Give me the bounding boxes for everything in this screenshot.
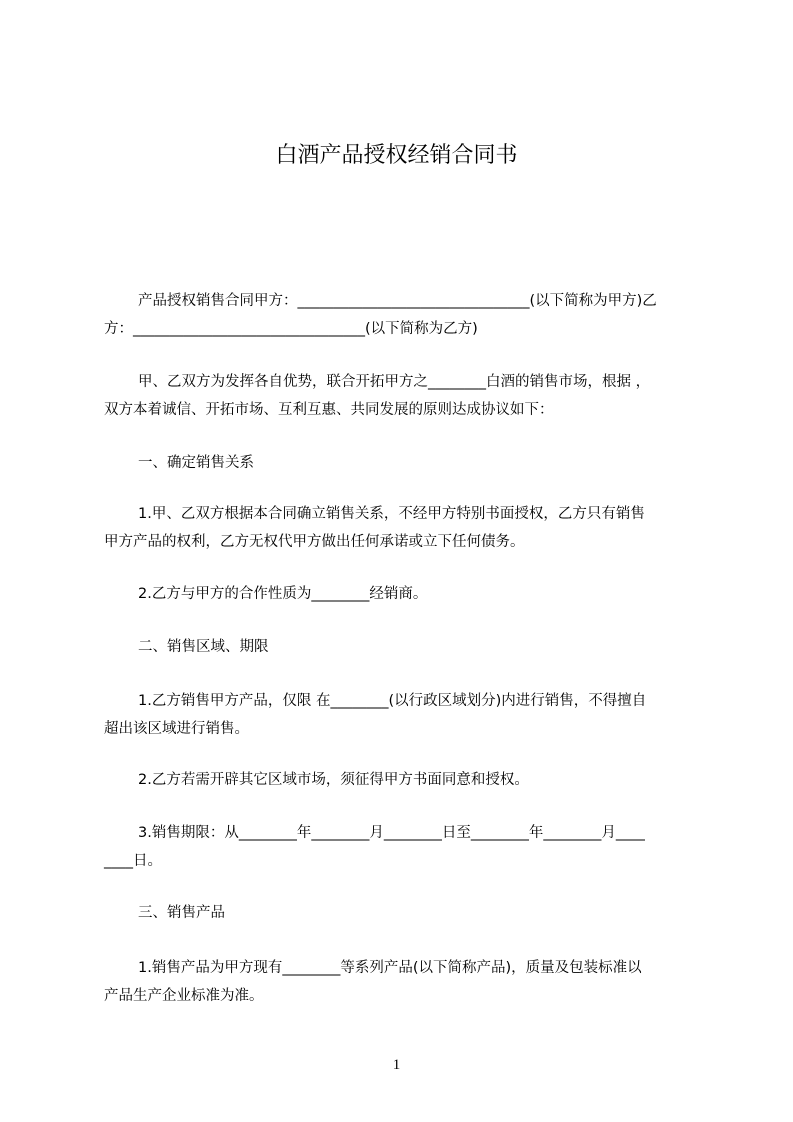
- section-3-heading: 三、销售产品: [138, 905, 225, 921]
- section-2-item-2: [104, 766, 708, 794]
- intro-line-1: 甲、乙双方为发挥各自优势，联合开拓甲方之________白酒的销售市场，根据 ，: [138, 374, 651, 390]
- s1-item1-line-2: 甲方产品的权利，乙方无权代甲方做出任何承诺或立下任何债务。: [104, 534, 525, 550]
- section-3-item-1: [104, 954, 708, 1010]
- s2-item1-line-1: 1.乙方销售甲方产品，仅限 在________(以行政区域划分)内进行销售，不得擅自: [138, 693, 647, 709]
- page-number: 1: [392, 1057, 401, 1073]
- section-1-item-1: [104, 500, 708, 556]
- s2-item2-line: 2.乙方若需开辟其它区域市场，须征得甲方书面同意和授权。: [138, 772, 529, 788]
- s3-item1-line-1: 1.销售产品为甲方现有________等系列产品(以下简称产品)，质量及包装标准以: [138, 960, 642, 976]
- section-1-heading: 一、确定销售关系: [138, 455, 254, 471]
- document-title: 白酒产品授权经销合同书: [275, 143, 518, 168]
- s2-item3-line-1: 3.销售期限：从________年________月________日至________年________月____: [138, 825, 645, 841]
- parties-line-1: 产品授权销售合同甲方：________________________________(以下简称为甲方)乙: [138, 293, 657, 309]
- s3-item1-line-2: 产品生产企业标准为准。: [104, 988, 264, 1004]
- section-2-item-3: [104, 819, 708, 875]
- intro-paragraph: [104, 368, 708, 424]
- section-2-item-1: [104, 687, 708, 743]
- intro-line-2: 双方本着诚信、开拓市场、互利互惠、共同发展的原则达成协议如下：: [104, 402, 554, 418]
- parties-line-2: 方：________________________________(以下简称为乙方): [104, 321, 478, 337]
- s1-item2-line: 2.乙方与甲方的合作性质为________经销商。: [138, 586, 428, 602]
- s2-item3-line-2: ____日。: [104, 853, 162, 869]
- s1-item1-line-1: 1.甲、乙双方根据本合同确立销售关系，不经甲方特别书面授权，乙方只有销售: [138, 506, 645, 522]
- section-1-item-2: [104, 580, 708, 608]
- section-2-heading: 二、销售区域、期限: [138, 639, 269, 655]
- s2-item1-line-2: 超出该区域进行销售。: [104, 721, 249, 737]
- parties-paragraph: [104, 287, 708, 343]
